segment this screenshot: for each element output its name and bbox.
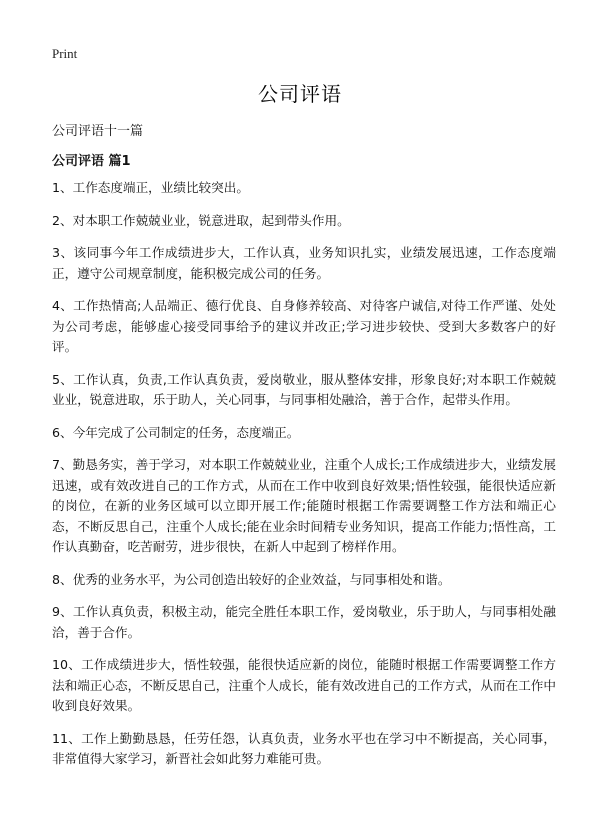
list-item: 7、勤恳务实，善于学习，对本职工作兢兢业业，注重个人成长;工作成绩进步大，业绩发展迅速，或有效改进自己的工作方式，从而在工作中收到良好效果;悟性较强，能很快适应新的岗位，在新的业务区域可以立即开展工作;能随时根据工作需要调整工作方法和端正心态，不断反思自己，注重个人成长;能在业余时间精专业务知识，提高工作能力;悟性高，工作认真勤奋，吃苦耐劳，进步很快，在新人中起到了榜样作用。 <box>52 457 556 554</box>
list-item: 1、工作态度端正，业绩比较突出。 <box>52 180 249 195</box>
list-item: 6、今年完成了公司制定的任务，态度端正。 <box>52 424 300 440</box>
list-item: 10、工作成绩进步大，悟性较强，能很快适应新的岗位，能随时根据工作需要调整工作方法和端正心态，不断反思自己，注重个人成长，能有效改进自己的工作方式，从而在工作中收到良好效果。 <box>52 657 556 713</box>
document-subtitle: 公司评语十一篇 <box>52 124 144 139</box>
list-item: 5、工作认真，负责,工作认真负责，爱岗敬业，服从整体安排，形象良好;对本职工作兢兢业业，锐意进取，乐于助人，关心同事，与同事相处融洽，善于合作，起带头作用。 <box>52 371 556 407</box>
list-item: 4、工作热情高;人品端正、德行优良、自身修养较高、对待客户诚信,对待工作严谨、处处为公司考虑，能够虚心接受同事给予的建议并改正;学习进步较快、受到大多数客户的好评。 <box>52 298 556 354</box>
print-link[interactable]: Print <box>52 46 78 61</box>
list-item: 2、对本职工作兢兢业业，锐意进取，起到带头作用。 <box>52 212 350 228</box>
section-heading: 公司评语 篇1 <box>52 154 131 169</box>
list-item: 3、该同事今年工作成绩进步大，工作认真，业务知识扎实，业绩发展迅速，工作态度端正，遵守公司规章制度，能积极完成公司的任务。 <box>52 245 556 281</box>
page-title: 公司评语 <box>258 82 342 106</box>
list-item: 9、工作认真负责，积极主动，能完全胜任本职工作，爱岗敬业，乐于助人，与同事相处融洽，善于合作。 <box>52 604 556 640</box>
list-item: 8、优秀的业务水平，为公司创造出较好的企业效益，与同事相处和谐。 <box>52 571 451 587</box>
comment-list <box>52 178 556 782</box>
list-item: 11、工作上勤勤恳恳，任劳任怨，认真负责，业务水平也在学习中不断提高，关心同事，非常值得大家学习，新晋社会如此努力难能可贵。 <box>52 730 556 766</box>
